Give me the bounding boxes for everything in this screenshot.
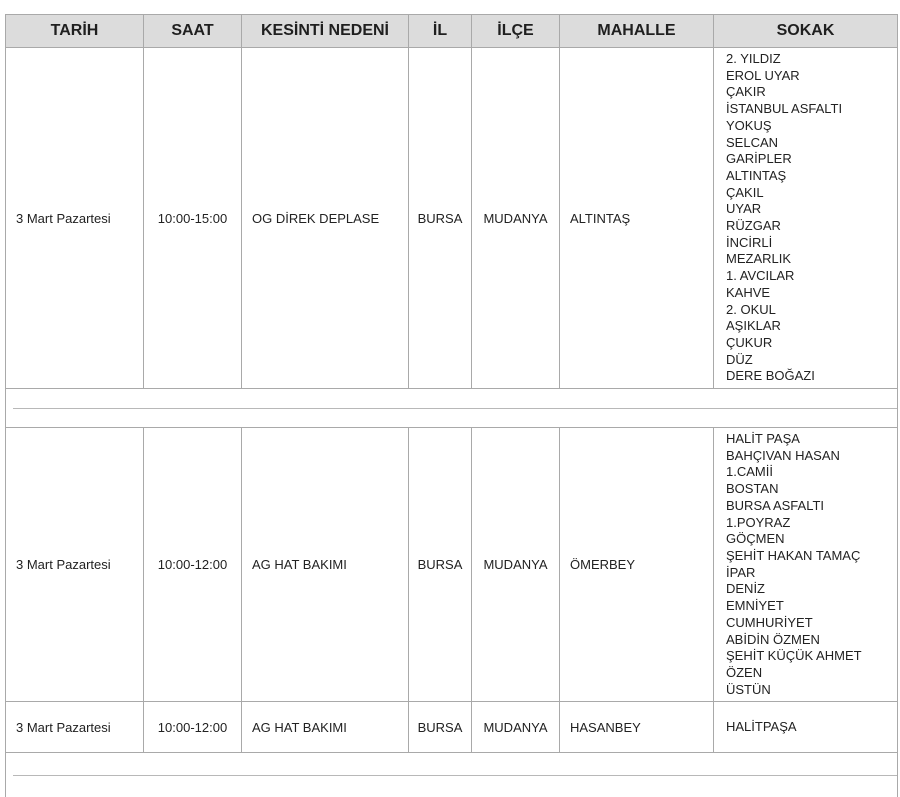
- street-name: EMNİYET: [726, 598, 784, 614]
- table-row: [6, 48, 898, 389]
- header-saat: SAAT: [144, 15, 242, 48]
- street-name: 2. OKUL: [726, 301, 776, 317]
- street-name: 1.POYRAZ: [726, 514, 791, 530]
- street-name: DENİZ: [726, 581, 765, 597]
- cell-kesinti-nedeni: AG HAT BAKIMI: [242, 428, 409, 702]
- cell-saat: 10:00-15:00: [144, 48, 242, 389]
- street-name: AŞIKLAR: [726, 318, 781, 334]
- street-name: 1.CAMİİ: [726, 464, 773, 480]
- street-name: İNCİRLİ: [726, 234, 773, 250]
- street-name: BOSTAN: [726, 481, 779, 497]
- street-name: ÖZEN: [726, 664, 763, 680]
- street-name: CUMHURİYET: [726, 614, 813, 630]
- separator-row: [6, 389, 898, 428]
- street-name: YOKUŞ: [726, 117, 772, 133]
- separator-cell: [6, 389, 898, 428]
- street-name: DERE BOĞAZI: [726, 368, 815, 384]
- cell-kesinti-nedeni: OG DİREK DEPLASE: [242, 48, 409, 389]
- cell-il: BURSA: [409, 702, 472, 753]
- street-name: ÇUKUR: [726, 334, 773, 350]
- separator-row: [6, 753, 898, 797]
- street-name: RÜZGAR: [726, 218, 781, 234]
- header-mahalle: MAHALLE: [560, 15, 714, 48]
- cell-ilce: MUDANYA: [472, 702, 560, 753]
- cell-ilce: MUDANYA: [472, 48, 560, 389]
- cell-ilce: MUDANYA: [472, 428, 560, 702]
- street-name: KAHVE: [726, 284, 771, 300]
- cell-il: BURSA: [409, 48, 472, 389]
- cell-kesinti-nedeni: AG HAT BAKIMI: [242, 702, 409, 753]
- street-name: UYAR: [726, 201, 762, 217]
- cell-saat: 10:00-12:00: [144, 702, 242, 753]
- street-name: ÇAKIL: [726, 184, 764, 200]
- street-name: GARİPLER: [726, 151, 792, 167]
- table-row: [6, 702, 898, 753]
- street-name: ALTINTAŞ: [726, 167, 787, 183]
- cell-il: BURSA: [409, 428, 472, 702]
- separator-line: [13, 775, 897, 776]
- header-il: İL: [409, 15, 472, 48]
- cell-mahalle: ÖMERBEY: [560, 428, 714, 702]
- header-tarih: TARİH: [6, 15, 144, 48]
- street-name: ABİDİN ÖZMEN: [726, 631, 820, 647]
- street-name: SELCAN: [726, 134, 779, 150]
- street-name: BURSA ASFALTI: [726, 497, 825, 513]
- street-name: ÇAKIR: [726, 84, 766, 100]
- cell-tarih: 3 Mart Pazartesi: [6, 48, 144, 389]
- table-row: [6, 428, 898, 702]
- header-ilce: İLÇE: [472, 15, 560, 48]
- street-name: ŞEHİT KÜÇÜK AHMET: [726, 648, 862, 664]
- outage-table: [5, 14, 898, 797]
- header-kesinti-nedeni: KESİNTİ NEDENİ: [242, 15, 409, 48]
- cell-sokak-list: [714, 48, 898, 389]
- cell-tarih: 3 Mart Pazartesi: [6, 428, 144, 702]
- street-name: 1. AVCILAR: [726, 268, 795, 284]
- street-name: HALİTPAŞA: [726, 718, 797, 734]
- street-name: ÜSTÜN: [726, 681, 771, 697]
- street-name: ŞEHİT HAKAN TAMAÇ: [726, 547, 861, 563]
- street-name: MEZARLIK: [726, 251, 792, 267]
- cell-mahalle: ALTINTAŞ: [560, 48, 714, 389]
- street-name: İSTANBUL ASFALTI: [726, 101, 843, 117]
- table-header-row: [6, 15, 898, 48]
- cell-tarih: 3 Mart Pazartesi: [6, 702, 144, 753]
- separator-cell: [6, 753, 898, 797]
- street-name: HALİT PAŞA: [726, 431, 800, 447]
- street-name: GÖÇMEN: [726, 531, 785, 547]
- separator-line: [13, 408, 897, 409]
- street-name: DÜZ: [726, 351, 753, 367]
- street-name: BAHÇIVAN HASAN: [726, 447, 840, 463]
- street-name: 2. YILDIZ: [726, 51, 781, 66]
- cell-mahalle: HASANBEY: [560, 702, 714, 753]
- cell-sokak-list: [714, 702, 898, 753]
- street-name: EROL UYAR: [726, 67, 800, 83]
- cell-sokak-list: [714, 428, 898, 702]
- header-sokak: SOKAK: [714, 15, 898, 48]
- street-name: İPAR: [726, 564, 756, 580]
- cell-saat: 10:00-12:00: [144, 428, 242, 702]
